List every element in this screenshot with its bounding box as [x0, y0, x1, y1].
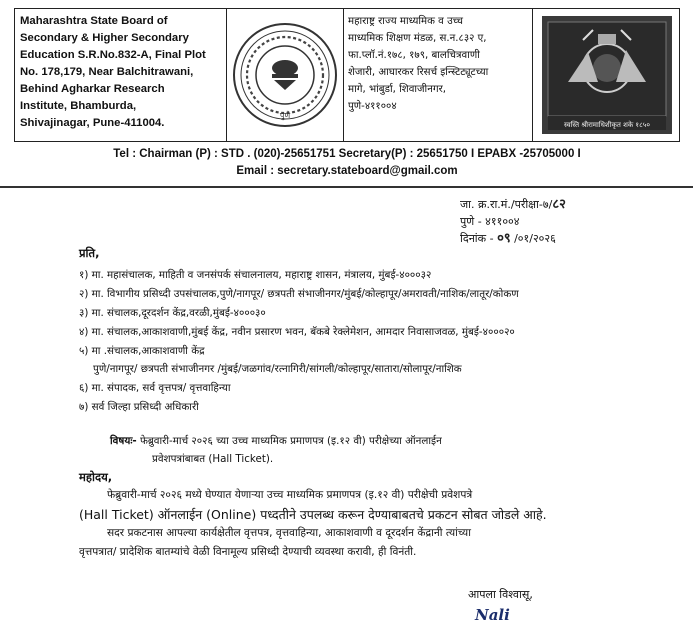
handwritten-date: ०९: [497, 231, 511, 246]
emblem-motto: स्वस्ति श्रीरामाधिशीकृत शके १८५०: [563, 121, 651, 129]
recipient-item: ४) मा. संचालक,आकाशवाणी,मुंबई केंद्र, नवीन प्रसारण भवन, बॅकबे रेक्लेमेशन, आमदार निवासाजवळ, मुंबई-४०००२०: [79, 326, 515, 338]
reference-number: जा. क्र.रा.मं./परीक्षा-७/८२: [460, 197, 566, 212]
email-address: Email : secretary.stateboard@gmail.com: [236, 165, 458, 177]
header-rule: [0, 186, 693, 188]
letterhead-divider: [226, 8, 227, 142]
salutation-sir: महोदय,: [79, 470, 113, 484]
letterhead-divider: [343, 8, 344, 142]
recipient-item: पुणे/नागपूर/ छत्रपती संभाजीनगर /मुंबई/जळगांव/रत्नागिरी/सांगली/कोल्हापूर/सातारा/सोलापूर/नाशिक: [93, 363, 462, 375]
seal-city-label: पुणे: [279, 111, 291, 120]
letter-body: फेब्रुवारी-मार्च २०२६ मध्ये घेण्यात येणाऱ्या उच्च माध्यमिक प्रमाणपत्र (इ.१२ वी) परीक्षेची प्रवेशपत्रे (Hall Ticket) ऑनलाईन (Online) पध्दतीने उपलब्ध करून देण्याबाबतचे प्रकटन सोबत जोडले आहे. सदर प्रकटनास आपल्या कार्यक्षेतील वृत्तपत्र, वृत्तवाहिन्या, आकाशवाणी व दूरदर्शन केंद्रानी त्यांच्या वृत्तपत्रात/ प्रादेशिक बातम्यांचे वेळी विनामूल्य प्रसिध्दी देण्याची व्यवस्था करावी, ही विनंती.: [79, 489, 547, 558]
handwritten-ref-number: ८२: [552, 197, 566, 212]
recipient-item: २) मा. विभागीय प्रसिध्दी उपसंचालक,पुणे/नागपूर/ छत्रपती संभाजीनगर/मुंबई/कोल्हापूर/अमरावती/नाशिक/लातूर/कोकण: [79, 288, 519, 300]
reference-city: पुणे - ४११००४: [460, 215, 520, 228]
state-emblem-icon: [538, 12, 676, 138]
recipient-item: १) मा. महासंचालक, माहिती व जनसंपर्क संचालनालय, महाराष्ट्र शासन, मंत्रालय, मुंबई-४०००३२: [79, 269, 432, 281]
board-seal-icon: [230, 20, 340, 130]
closing-phrase: आपला विश्वासू,: [468, 588, 533, 601]
recipient-item: ६) मा. संपादक, सर्व वृत्तपत्र/ वृत्तवाहिन्या: [79, 382, 231, 394]
english-address: Maharashtra State Board of Secondary & Higher Secondary Education S.R.No.832-A, Final Plot No. 178,179, Near Balchitrawani, Behind Agharkar Research Institute, Bhamburda, Shivajinagar, Pune-411004.: [20, 15, 206, 129]
marathi-address: महाराष्ट्र राज्य माध्यमिक व उच्च माध्यमिक शिक्षण मंडळ, स.न.८३२ ए, फा.प्लॉ.नं.१७८, १७९, बालचित्रवाणी शेजारी, आघारकर रिसर्च इन्स्टिट्यूटच्या मागे, भांबुर्डा, शिवाजीनगर, पुणे-४११००४: [348, 16, 489, 112]
reference-date: दिनांक - ०९ /०१/२०२६: [460, 231, 556, 246]
contact-info: [14, 146, 680, 180]
recipient-item: ३) मा. संचालक,दूरदर्शन केंद्र,वरळी,मुंबई-४०००३०: [79, 307, 266, 319]
subject-line: विषयः- फेब्रुवारी-मार्च २०२६ च्या उच्च माध्यमिक प्रमाणपत्र (इ.१२ वी) परीक्षेच्या ऑनलाईन प्रवेशपत्रांबाबत (Hall Ticket).: [110, 435, 442, 465]
recipient-item: ५) मा .संचालक,आकाशवाणी केंद्र: [79, 345, 205, 357]
letterhead-divider: [532, 8, 533, 142]
signature: Nali: [475, 606, 510, 624]
recipient-item: ७) सर्व जिल्हा प्रसिध्दी अधिकारी: [79, 401, 199, 413]
reference-block: [460, 196, 566, 247]
phone-numbers: Tel : Chairman (P) : STD . (020)-25651751 Secretary(P) : 25651750 I EPABX -25705000 I: [113, 148, 581, 160]
salutation-to: प्रति,: [79, 246, 100, 260]
